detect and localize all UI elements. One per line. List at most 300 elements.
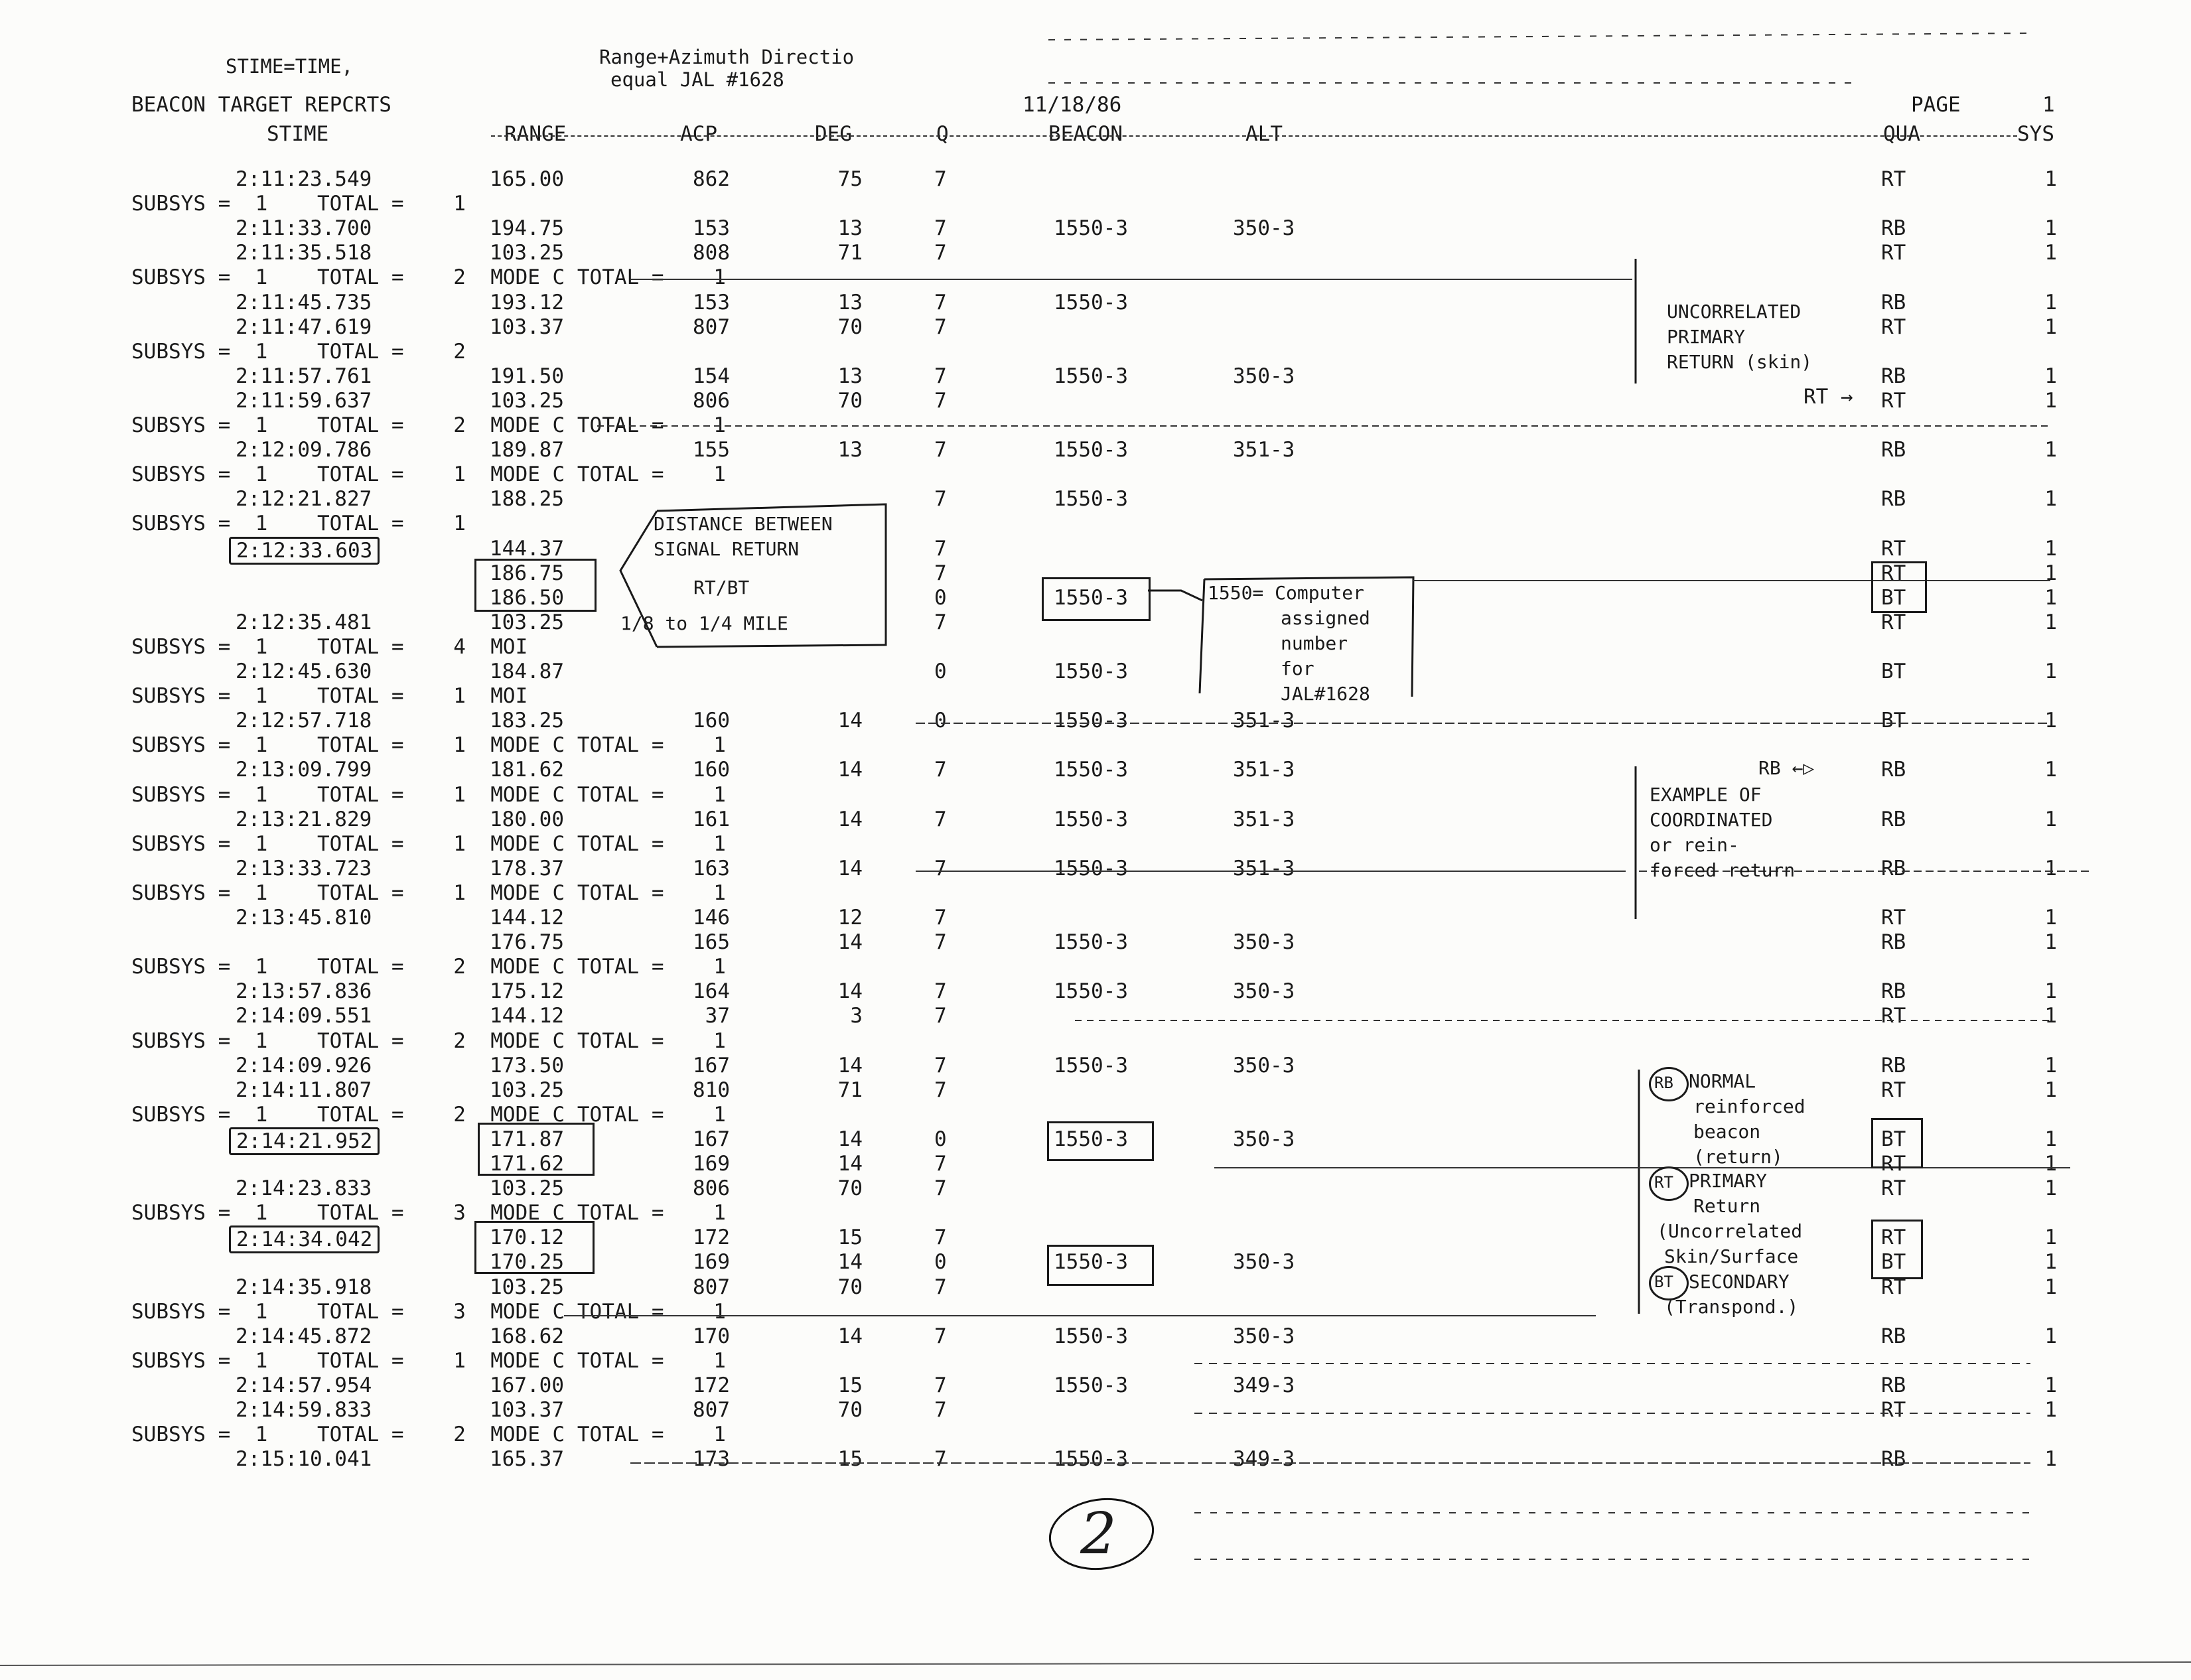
table-row xyxy=(0,1176,2191,1200)
cell-qua: RT xyxy=(1881,561,1906,585)
table-row xyxy=(0,389,2191,413)
cell-qua: RB xyxy=(1881,1373,1906,1397)
cell-alt: 350-3 xyxy=(1233,1250,1295,1275)
cell-deg: 15 xyxy=(837,1225,863,1250)
cell-acp: 807 xyxy=(693,1275,730,1299)
cell-range: 175.12 xyxy=(490,979,564,1004)
legend-9: SECONDARY xyxy=(1689,1271,1790,1293)
coordinated-label-1: EXAMPLE OF xyxy=(1650,784,1762,805)
handwritten-page-number: 2 xyxy=(1080,1501,1117,1567)
cell-q: 0 xyxy=(934,1127,947,1151)
cell-qua: RB xyxy=(1881,290,1906,315)
cell-acp: 807 xyxy=(693,315,730,339)
subsys-total-text: SUBSYS = 1 TOTAL = 1 xyxy=(131,192,466,216)
cell-beacon: 1550-3 xyxy=(1054,1053,1128,1078)
subsys-total-row xyxy=(0,832,2191,856)
cell-alt: 350-3 xyxy=(1233,930,1295,955)
cell-range: 180.00 xyxy=(490,807,564,831)
cell-sys: 1 xyxy=(2044,585,2057,610)
cell-range: 103.25 xyxy=(490,241,564,265)
cell-beacon: 1550-3 xyxy=(1054,807,1128,831)
cell-time: 2:12:45.630 xyxy=(236,660,372,683)
cell-time: 2:14:23.833 xyxy=(236,1176,372,1201)
subsys-total-row xyxy=(0,1349,2191,1373)
cell-time: 2:14:11.807 xyxy=(236,1078,372,1102)
table-row xyxy=(0,906,2191,930)
cell-deg: 14 xyxy=(837,979,863,1004)
cell-sys: 1 xyxy=(2044,1176,2057,1201)
cell-range: 165.00 xyxy=(490,167,564,191)
cell-beacon: 1550-3 xyxy=(1054,1324,1128,1348)
subsys-total-row xyxy=(0,413,2191,437)
cell-deg: 70 xyxy=(837,1176,863,1201)
subsys-total-row xyxy=(0,265,2191,289)
range-box-3 xyxy=(474,1221,595,1274)
cell-qua: RT xyxy=(1881,388,1906,413)
cell-qua: RT xyxy=(1881,315,1906,339)
col-qua: QUA xyxy=(1883,122,1920,146)
cell-sys: 1 xyxy=(2044,1447,2057,1472)
stime-note: STIME=TIME, xyxy=(226,55,354,78)
cell-acp: 172 xyxy=(693,1373,730,1397)
cell-qua: RB xyxy=(1881,216,1906,241)
cell-sys: 1 xyxy=(2044,167,2057,191)
cell-q: 7 xyxy=(934,758,947,782)
cell-qua: RB xyxy=(1881,856,1906,880)
cell-time: 2:14:57.954 xyxy=(236,1373,372,1397)
cell-range: 168.62 xyxy=(490,1324,564,1348)
cell-sys: 1 xyxy=(2044,364,2057,388)
cell-alt: 350-3 xyxy=(1233,1127,1295,1151)
uncorrelated-label-3: RETURN (skin) xyxy=(1667,351,1813,373)
cell-range: 189.87 xyxy=(490,438,564,462)
legend-4: (return) xyxy=(1693,1146,1783,1168)
coordinated-label-4: forced return xyxy=(1650,859,1796,881)
cell-alt: 351-3 xyxy=(1233,856,1295,880)
rb-arrow-note: RB ←▷ xyxy=(1758,757,1815,779)
cell-qua: RT xyxy=(1881,1078,1906,1102)
cell-sys: 1 xyxy=(2044,1053,2057,1078)
computer-label-4: for xyxy=(1281,658,1314,679)
cell-range: 173.50 xyxy=(490,1053,564,1078)
col-stime: STIME xyxy=(267,122,329,146)
coordinated-label-2: COORDINATED xyxy=(1650,809,1773,831)
cell-acp: 167 xyxy=(693,1127,730,1151)
cell-alt: 350-3 xyxy=(1233,1053,1295,1078)
cell-range: 194.75 xyxy=(490,216,564,241)
cell-time: 2:14:34.042 xyxy=(229,1225,380,1253)
cell-time: 2:13:45.810 xyxy=(236,906,372,930)
cell-sys: 1 xyxy=(2044,290,2057,315)
cell-qua: RT xyxy=(1881,1225,1906,1250)
range-box-2 xyxy=(478,1123,595,1176)
cell-deg: 71 xyxy=(837,1078,863,1102)
beacon-box-1 xyxy=(1042,577,1151,621)
col-q: Q xyxy=(936,122,949,146)
cell-q: 7 xyxy=(934,561,947,585)
cell-sys: 1 xyxy=(2044,1398,2057,1422)
cell-deg: 15 xyxy=(837,1373,863,1397)
table-row xyxy=(0,807,2191,831)
header-rule xyxy=(491,135,2017,137)
cell-time: 2:12:57.718 xyxy=(236,709,372,733)
table-row xyxy=(0,216,2191,240)
cell-range: 181.62 xyxy=(490,758,564,782)
cell-time: 2:13:57.836 xyxy=(236,979,372,1004)
subsys-total-text: SUBSYS = 1 TOTAL = 1 MODE C TOTAL = 1 xyxy=(131,880,726,905)
cell-sys: 1 xyxy=(2044,241,2057,265)
cell-qua: RT xyxy=(1881,167,1906,191)
computer-label-3: number xyxy=(1281,632,1348,654)
cell-range: 171.87 xyxy=(490,1127,564,1151)
cell-range: 103.37 xyxy=(490,315,564,339)
cell-qua: RB xyxy=(1881,438,1906,462)
rt-arrow-note: RT → xyxy=(1803,385,1853,409)
cell-qua: RT xyxy=(1881,536,1906,561)
cell-time: 2:12:21.827 xyxy=(236,487,372,512)
cell-q: 7 xyxy=(934,388,947,413)
subsys-total-text: SUBSYS = 1 TOTAL = 1 MODE C TOTAL = 1 xyxy=(131,1348,726,1373)
subsys-total-row xyxy=(0,1423,2191,1446)
cell-qua: RT xyxy=(1881,1275,1906,1299)
legend-6: Return xyxy=(1693,1195,1761,1217)
cell-sys: 1 xyxy=(2044,561,2057,585)
cell-time: 2:11:59.637 xyxy=(236,388,372,413)
cell-time: 2:11:45.735 xyxy=(236,290,372,315)
cell-deg: 14 xyxy=(837,758,863,782)
beacon-box-2 xyxy=(1047,1121,1154,1161)
subsys-total-text: SUBSYS = 1 TOTAL = 1 MODE C TOTAL = 1 xyxy=(131,782,726,807)
cell-q: 7 xyxy=(934,1324,947,1348)
table-row xyxy=(0,1324,2191,1348)
cell-sys: 1 xyxy=(2044,1152,2057,1176)
cell-alt: 351-3 xyxy=(1233,758,1295,782)
cell-q: 7 xyxy=(934,1225,947,1250)
cell-acp: 806 xyxy=(693,1176,730,1201)
table-row xyxy=(0,167,2191,191)
cell-sys: 1 xyxy=(2044,536,2057,561)
cell-time: 2:13:33.723 xyxy=(236,856,372,880)
cell-acp: 154 xyxy=(693,364,730,388)
col-acp: ACP xyxy=(680,122,717,146)
col-range: RANGE xyxy=(504,122,567,146)
cell-sys: 1 xyxy=(2044,1275,2057,1299)
table-row xyxy=(0,1373,2191,1397)
cell-deg: 14 xyxy=(837,1152,863,1176)
cell-acp: 167 xyxy=(693,1053,730,1078)
cell-range: 170.12 xyxy=(490,1225,564,1250)
cell-beacon: 1550-3 xyxy=(1054,930,1128,955)
cell-time: 2:14:45.872 xyxy=(236,1324,372,1348)
cell-beacon: 1550-3 xyxy=(1054,487,1128,512)
cell-beacon: 1550-3 xyxy=(1054,758,1128,782)
subsys-total-text: SUBSYS = 1 TOTAL = 2 MODE C TOTAL = 1 xyxy=(131,1102,726,1127)
cell-range: 165.37 xyxy=(490,1447,564,1472)
cell-q: 7 xyxy=(934,1275,947,1299)
computer-label-1: 1550= Computer xyxy=(1208,582,1365,604)
cell-q: 0 xyxy=(934,1250,947,1275)
cell-q: 7 xyxy=(934,536,947,561)
range-box-1 xyxy=(474,559,597,612)
cell-qua: RB xyxy=(1881,1324,1906,1348)
legend-5: PRIMARY xyxy=(1689,1170,1768,1192)
cell-time: 2:11:23.549 xyxy=(236,167,372,191)
cell-beacon: 1550-3 xyxy=(1054,979,1128,1004)
cell-beacon: 1550-3 xyxy=(1054,438,1128,462)
cell-acp: 169 xyxy=(693,1152,730,1176)
subsys-total-text: SUBSYS = 1 TOTAL = 1 MOI xyxy=(131,684,528,709)
cell-sys: 1 xyxy=(2044,1078,2057,1102)
cell-q: 7 xyxy=(934,1373,947,1397)
cell-range: 184.87 xyxy=(490,660,564,683)
cell-qua: RT xyxy=(1881,906,1906,930)
table-row xyxy=(0,241,2191,265)
cell-qua: RB xyxy=(1881,487,1906,512)
cell-qua: RB xyxy=(1881,364,1906,388)
cell-q: 7 xyxy=(934,167,947,191)
cell-range: 103.37 xyxy=(490,1398,564,1422)
cell-q: 7 xyxy=(934,1447,947,1472)
cell-acp: 153 xyxy=(693,216,730,241)
cell-deg: 14 xyxy=(837,1053,863,1078)
cell-alt: 350-3 xyxy=(1233,216,1295,241)
subsys-total-text: SUBSYS = 1 TOTAL = 2 xyxy=(131,339,466,364)
table-row xyxy=(0,758,2191,782)
table-row xyxy=(0,1447,2191,1471)
page-label: PAGE xyxy=(1911,93,1961,117)
cell-time: 2:11:33.700 xyxy=(236,216,372,241)
cell-q: 7 xyxy=(934,487,947,512)
cell-beacon: 1550-3 xyxy=(1054,660,1128,683)
cell-q: 7 xyxy=(934,241,947,265)
cell-alt: 351-3 xyxy=(1233,438,1295,462)
subsys-total-text: SUBSYS = 1 TOTAL = 1 MODE C TOTAL = 1 xyxy=(131,733,726,758)
cell-beacon: 1550-3 xyxy=(1054,585,1128,610)
subsys-total-row xyxy=(0,955,2191,979)
legend-rb-code: RB xyxy=(1654,1074,1673,1092)
subsys-total-row xyxy=(0,635,2191,659)
table-row xyxy=(0,1054,2191,1078)
col-beacon: BEACON xyxy=(1048,122,1123,146)
cell-sys: 1 xyxy=(2044,660,2057,683)
cell-deg: 70 xyxy=(837,1398,863,1422)
cell-acp: 170 xyxy=(693,1324,730,1348)
cell-time: 2:15:10.041 xyxy=(236,1447,372,1472)
cell-range: 191.50 xyxy=(490,364,564,388)
cell-sys: 1 xyxy=(2044,438,2057,462)
col-alt: ALT xyxy=(1245,122,1283,146)
cell-alt: 349-3 xyxy=(1233,1373,1295,1397)
cell-range: 178.37 xyxy=(490,856,564,880)
uncorrelated-label-2: PRIMARY xyxy=(1667,326,1746,348)
cell-acp: 806 xyxy=(693,388,730,413)
cell-deg: 70 xyxy=(837,388,863,413)
table-row xyxy=(0,857,2191,880)
cell-acp: 164 xyxy=(693,979,730,1004)
cell-sys: 1 xyxy=(2044,610,2057,634)
cell-range: 186.75 xyxy=(490,561,564,585)
subsys-total-text: SUBSYS = 1 TOTAL = 2 MODE C TOTAL = 1 xyxy=(131,955,726,979)
table-row xyxy=(0,364,2191,388)
report-title: BEACON TARGET REPCRTS xyxy=(131,93,391,117)
cell-q: 7 xyxy=(934,364,947,388)
cell-qua: BT xyxy=(1881,1127,1906,1151)
uncorrelated-label-1: UNCORRELATED xyxy=(1667,301,1802,322)
page-number: 1 xyxy=(2042,93,2055,117)
cell-acp: 808 xyxy=(693,241,730,265)
table-row xyxy=(0,1398,2191,1422)
cell-time: 2:14:59.833 xyxy=(236,1398,372,1422)
cell-qua: RB xyxy=(1881,1053,1906,1078)
legend-8: Skin/Surface xyxy=(1664,1245,1799,1267)
cell-deg: 14 xyxy=(837,856,863,880)
cell-deg: 13 xyxy=(837,216,863,241)
cell-qua: BT xyxy=(1881,585,1906,610)
cell-range: 144.12 xyxy=(490,906,564,930)
cell-acp: 161 xyxy=(693,807,730,831)
table-row xyxy=(0,1004,2191,1028)
cell-time: 2:12:35.481 xyxy=(236,610,372,634)
range-azimuth-note-2: equal JAL #1628 xyxy=(610,68,784,91)
cell-range: 144.12 xyxy=(490,1004,564,1028)
cell-qua: RT xyxy=(1881,610,1906,634)
subsys-total-text: SUBSYS = 1 TOTAL = 1 xyxy=(131,512,466,536)
subsys-total-text: SUBSYS = 1 TOTAL = 2 MODE C TOTAL = 1 xyxy=(131,1423,726,1447)
subsys-total-text: SUBSYS = 1 TOTAL = 3 MODE C TOTAL = 1 xyxy=(131,1201,726,1225)
subsys-total-row xyxy=(0,1300,2191,1324)
cell-deg: 14 xyxy=(837,930,863,955)
cell-acp: 862 xyxy=(693,167,730,191)
cell-time: 2:11:57.761 xyxy=(236,364,372,388)
subsys-total-text: SUBSYS = 1 TOTAL = 2 MODE C TOTAL = 1 xyxy=(131,265,726,290)
table-row xyxy=(0,438,2191,462)
cell-deg: 3 xyxy=(850,1004,863,1028)
cell-beacon: 1550-3 xyxy=(1054,1447,1128,1472)
cell-alt: 349-3 xyxy=(1233,1447,1295,1472)
subsys-total-row xyxy=(0,733,2191,757)
distance-label-3: RT/BT xyxy=(693,577,750,598)
range-azimuth-note: Range+Azimuth Directio xyxy=(599,46,855,68)
cell-acp: 160 xyxy=(693,758,730,782)
subsys-total-row xyxy=(0,340,2191,364)
cell-deg: 15 xyxy=(837,1447,863,1472)
cell-sys: 1 xyxy=(2044,1250,2057,1275)
cell-time: 2:14:09.551 xyxy=(236,1004,372,1028)
cell-range: 144.37 xyxy=(490,536,564,561)
beacon-box-3 xyxy=(1047,1245,1154,1286)
cell-range: 188.25 xyxy=(490,487,564,512)
cell-acp: 155 xyxy=(693,438,730,462)
table-row xyxy=(0,315,2191,339)
cell-sys: 1 xyxy=(2044,1373,2057,1397)
cell-deg: 14 xyxy=(837,1127,863,1151)
cell-acp: 172 xyxy=(693,1225,730,1250)
cell-time: 2:13:09.799 xyxy=(236,758,372,782)
cell-qua: RT xyxy=(1881,1152,1906,1176)
table-row xyxy=(0,660,2191,683)
cell-sys: 1 xyxy=(2044,1324,2057,1348)
cell-sys: 1 xyxy=(2044,1127,2057,1151)
cell-qua: RB xyxy=(1881,758,1906,782)
cell-qua: BT xyxy=(1881,1250,1906,1275)
cell-deg: 75 xyxy=(837,167,863,191)
cell-sys: 1 xyxy=(2044,709,2057,733)
cell-range: 171.62 xyxy=(490,1152,564,1176)
table-row xyxy=(0,291,2191,315)
cell-sys: 1 xyxy=(2044,930,2057,955)
table-row xyxy=(0,487,2191,511)
cell-beacon: 1550-3 xyxy=(1054,1127,1128,1151)
cell-q: 7 xyxy=(934,1398,947,1422)
cell-q: 7 xyxy=(934,610,947,634)
legend-rt-code: RT xyxy=(1654,1173,1673,1192)
cell-acp: 153 xyxy=(693,290,730,315)
cell-time: 2:12:33.603 xyxy=(229,537,380,565)
cell-q: 7 xyxy=(934,438,947,462)
cell-range: 103.25 xyxy=(490,1176,564,1201)
qua-box-3 xyxy=(1871,1220,1923,1279)
cell-sys: 1 xyxy=(2044,216,2057,241)
table-row xyxy=(0,1078,2191,1102)
computer-label-2: assigned xyxy=(1281,607,1370,629)
cell-sys: 1 xyxy=(2044,487,2057,512)
cell-deg: 13 xyxy=(837,290,863,315)
cell-qua: RT xyxy=(1881,1398,1906,1422)
cell-alt: 350-3 xyxy=(1233,979,1295,1004)
qua-box-1 xyxy=(1871,561,1927,613)
cell-q: 7 xyxy=(934,807,947,831)
cell-time: 2:14:09.926 xyxy=(236,1053,372,1078)
coordinated-label-3: or rein- xyxy=(1650,834,1739,856)
cell-deg: 71 xyxy=(837,241,863,265)
cell-deg: 13 xyxy=(837,438,863,462)
cell-acp: 37 xyxy=(705,1004,730,1028)
cell-deg: 14 xyxy=(837,807,863,831)
cell-acp: 173 xyxy=(693,1447,730,1472)
subsys-total-row xyxy=(0,783,2191,807)
table-row xyxy=(0,979,2191,1003)
cell-qua: RB xyxy=(1881,807,1906,831)
cell-acp: 169 xyxy=(693,1250,730,1275)
cell-acp: 807 xyxy=(693,1398,730,1422)
subsys-total-text: SUBSYS = 1 TOTAL = 4 MOI xyxy=(131,634,528,659)
cell-range: 176.75 xyxy=(490,930,564,955)
cell-alt: 350-3 xyxy=(1233,1324,1295,1348)
cell-time: 2:14:21.952 xyxy=(229,1127,380,1155)
subsys-total-text: SUBSYS = 1 TOTAL = 1 MODE C TOTAL = 1 xyxy=(131,831,726,856)
cell-time: 2:11:35.518 xyxy=(236,241,372,265)
cell-acp: 163 xyxy=(693,856,730,880)
cell-q: 7 xyxy=(934,1152,947,1176)
cell-sys: 1 xyxy=(2044,315,2057,339)
cell-deg: 70 xyxy=(837,1275,863,1299)
subsys-total-row xyxy=(0,684,2191,708)
cell-q: 7 xyxy=(934,930,947,955)
cell-deg: 70 xyxy=(837,315,863,339)
cell-sys: 1 xyxy=(2044,906,2057,930)
subsys-total-row xyxy=(0,512,2191,535)
cell-deg: 14 xyxy=(837,709,863,733)
cell-qua: RB xyxy=(1881,1447,1906,1472)
cell-deg: 14 xyxy=(837,1324,863,1348)
cell-deg: 12 xyxy=(837,906,863,930)
subsys-total-row xyxy=(0,462,2191,486)
cell-q: 0 xyxy=(934,660,947,683)
cell-q: 7 xyxy=(934,1004,947,1028)
subsys-total-text: SUBSYS = 1 TOTAL = 2 MODE C TOTAL = 1 xyxy=(131,1028,726,1053)
cell-beacon: 1550-3 xyxy=(1054,216,1128,241)
legend-1: NORMAL xyxy=(1689,1070,1756,1092)
